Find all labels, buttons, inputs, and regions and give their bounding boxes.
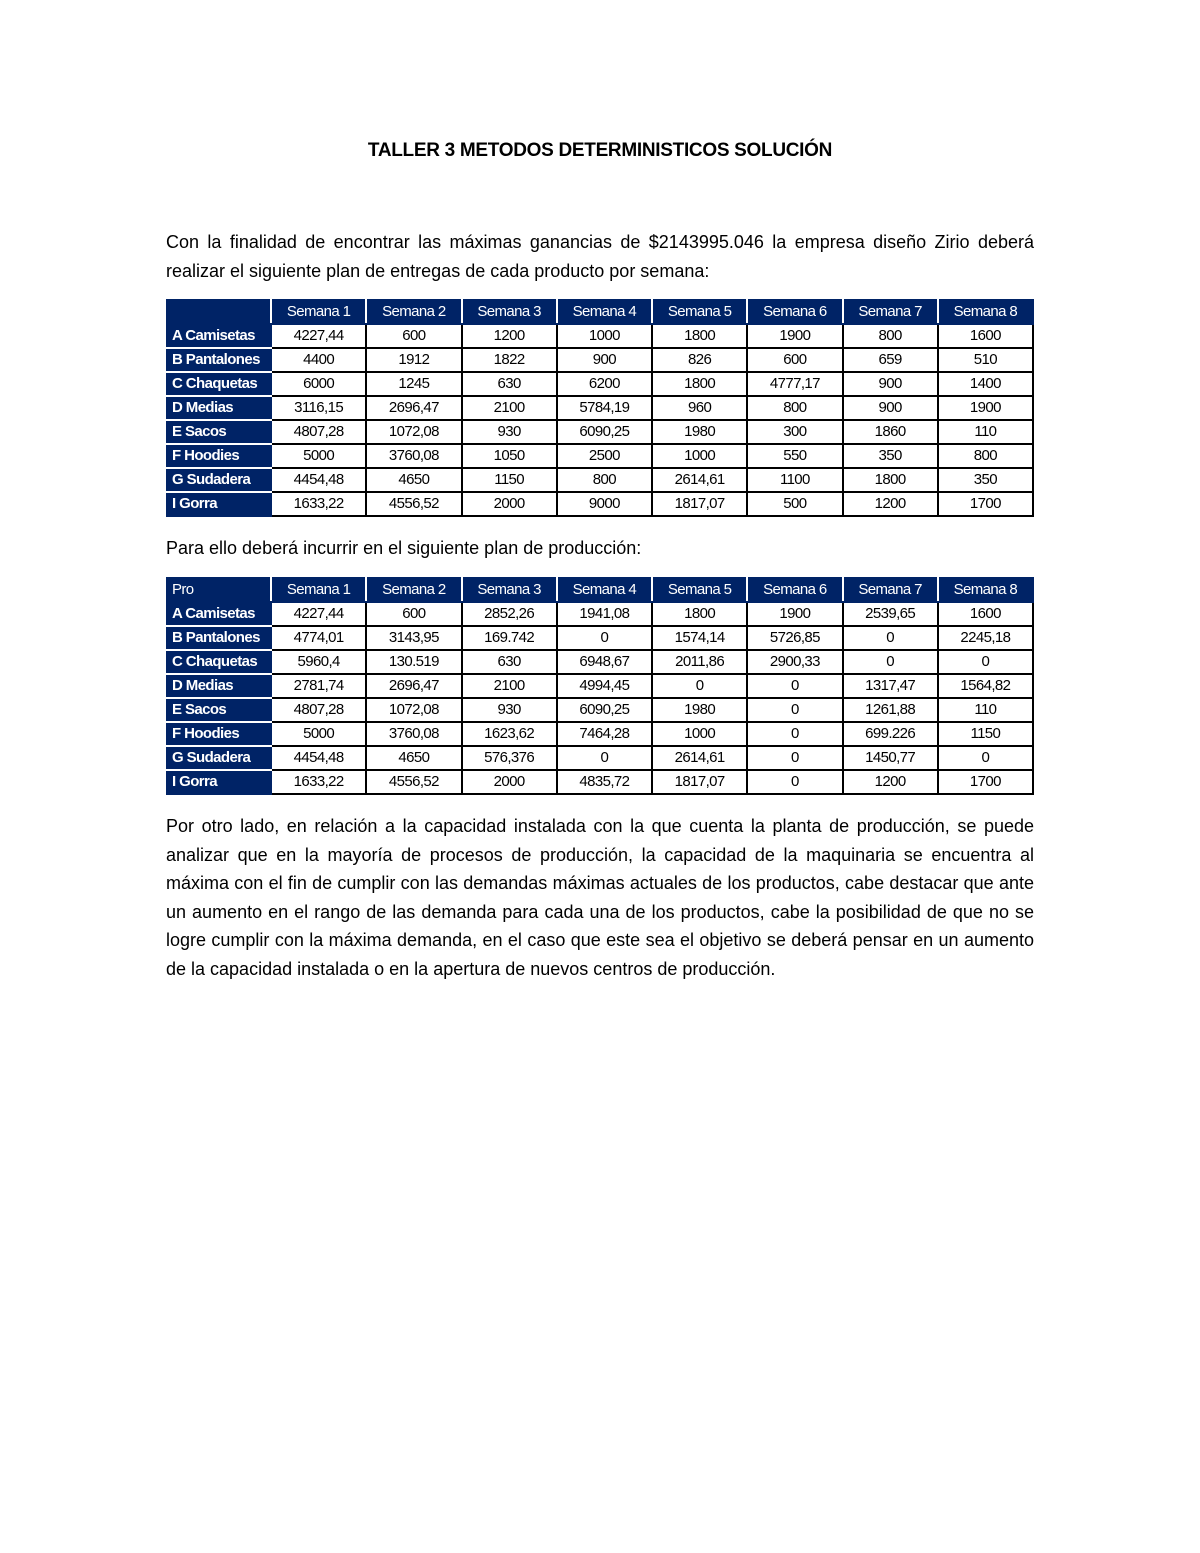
row-label: F Hoodies (167, 722, 271, 746)
table-cell: 699.226 (843, 722, 938, 746)
table-cell: 659 (843, 348, 938, 372)
table-cell: 1700 (938, 770, 1033, 794)
table-cell: 1980 (652, 420, 747, 444)
row-label: D Medias (167, 396, 271, 420)
table-cell: 3143,95 (366, 626, 461, 650)
table-cell: 2011,86 (652, 650, 747, 674)
table-cell: 826 (652, 348, 747, 372)
table-cell: 4650 (366, 746, 461, 770)
table-cell: 6090,25 (557, 420, 652, 444)
table-cell: 3116,15 (271, 396, 366, 420)
row-label: B Pantalones (167, 348, 271, 372)
table-cell: 550 (747, 444, 842, 468)
table-cell: 600 (366, 602, 461, 626)
table-cell: 1150 (938, 722, 1033, 746)
table-cell: 1072,08 (366, 698, 461, 722)
table-cell: 800 (843, 324, 938, 348)
table-cell: 110 (938, 420, 1033, 444)
table-cell: 1150 (462, 468, 557, 492)
table-cell: 1200 (843, 492, 938, 516)
intro-paragraph: Con la finalidad de encontrar las máximas ganancias de $2143995.046 la empresa diseño Zirio deberá realizar el siguiente plan de entregas de cada producto por semana: (166, 232, 1034, 281)
table-cell: 169.742 (462, 626, 557, 650)
table-cell: 1000 (652, 722, 747, 746)
row-label: E Sacos (167, 420, 271, 444)
table-cell: 5784,19 (557, 396, 652, 420)
row-label: C Chaquetas (167, 372, 271, 396)
table-cell: 1574,14 (652, 626, 747, 650)
table-cell: 2614,61 (652, 468, 747, 492)
row-label: E Sacos (167, 698, 271, 722)
table-cell: 1050 (462, 444, 557, 468)
column-header: Semana 5 (652, 578, 747, 602)
table-cell: 6200 (557, 372, 652, 396)
table-cell: 0 (938, 650, 1033, 674)
table-cell: 0 (747, 722, 842, 746)
table-cell: 2500 (557, 444, 652, 468)
table-row (167, 468, 1033, 492)
table-cell: 350 (843, 444, 938, 468)
table-cell: 1822 (462, 348, 557, 372)
table-cell: 900 (557, 348, 652, 372)
table-row (167, 444, 1033, 468)
table-cell: 4835,72 (557, 770, 652, 794)
table-cell: 3760,08 (366, 444, 461, 468)
row-label: F Hoodies (167, 444, 271, 468)
table-cell: 2696,47 (366, 674, 461, 698)
table-cell: 1600 (938, 602, 1033, 626)
table-cell: 4807,28 (271, 698, 366, 722)
table-corner-cell (167, 300, 271, 324)
table-cell: 1800 (652, 324, 747, 348)
table-cell: 4227,44 (271, 602, 366, 626)
table-cell: 4454,48 (271, 468, 366, 492)
table-cell: 900 (843, 372, 938, 396)
table-cell: 0 (747, 770, 842, 794)
table-cell: 1400 (938, 372, 1033, 396)
table-cell: 800 (747, 396, 842, 420)
table-cell: 0 (557, 746, 652, 770)
table-cell: 110 (938, 698, 1033, 722)
table-cell: 350 (938, 468, 1033, 492)
table-cell: 2696,47 (366, 396, 461, 420)
table-cell: 5726,85 (747, 626, 842, 650)
table-cell: 5000 (271, 722, 366, 746)
table-row (167, 396, 1033, 420)
table-cell: 9000 (557, 492, 652, 516)
table-row (167, 674, 1033, 698)
table-cell: 1980 (652, 698, 747, 722)
table-cell: 1912 (366, 348, 461, 372)
column-header: Semana 3 (462, 578, 557, 602)
table-cell: 960 (652, 396, 747, 420)
table-cell: 1900 (747, 324, 842, 348)
table-row (167, 722, 1033, 746)
table-cell: 2539,65 (843, 602, 938, 626)
table-cell: 5960,4 (271, 650, 366, 674)
column-header: Semana 1 (271, 300, 366, 324)
table-cell: 1633,22 (271, 770, 366, 794)
table-cell: 1800 (652, 372, 747, 396)
table-cell: 800 (557, 468, 652, 492)
column-header: Semana 4 (557, 300, 652, 324)
table-cell: 1900 (938, 396, 1033, 420)
table-cell: 1700 (938, 492, 1033, 516)
row-label: A Camisetas (167, 324, 271, 348)
column-header: Semana 4 (557, 578, 652, 602)
table-cell: 2100 (462, 674, 557, 698)
table-cell: 2000 (462, 492, 557, 516)
table-cell: 510 (938, 348, 1033, 372)
table-cell: 1564,82 (938, 674, 1033, 698)
table-cell: 800 (938, 444, 1033, 468)
table-row (167, 650, 1033, 674)
table-cell: 0 (843, 650, 938, 674)
column-header: Semana 8 (938, 578, 1033, 602)
table-cell: 6090,25 (557, 698, 652, 722)
row-label: B Pantalones (167, 626, 271, 650)
table-cell: 930 (462, 698, 557, 722)
table-cell: 1072,08 (366, 420, 461, 444)
table-cell: 2614,61 (652, 746, 747, 770)
table-cell: 576,376 (462, 746, 557, 770)
table-cell: 630 (462, 372, 557, 396)
table-cell: 600 (747, 348, 842, 372)
table-cell: 2900,33 (747, 650, 842, 674)
table-cell: 1000 (557, 324, 652, 348)
table-cell: 4400 (271, 348, 366, 372)
table-cell: 0 (557, 626, 652, 650)
table-row (167, 698, 1033, 722)
table-cell: 2100 (462, 396, 557, 420)
table-cell: 0 (938, 746, 1033, 770)
table-cell: 1941,08 (557, 602, 652, 626)
table-cell: 2852,26 (462, 602, 557, 626)
delivery-plan-table (166, 299, 1034, 517)
table-cell: 4774,01 (271, 626, 366, 650)
table-cell: 4227,44 (271, 324, 366, 348)
table-row (167, 348, 1033, 372)
table-cell: 1623,62 (462, 722, 557, 746)
table-cell: 1450,77 (843, 746, 938, 770)
table-cell: 1100 (747, 468, 842, 492)
row-label: A Camisetas (167, 602, 271, 626)
table-cell: 630 (462, 650, 557, 674)
table-cell: 2000 (462, 770, 557, 794)
column-header: Semana 1 (271, 578, 366, 602)
table-cell: 300 (747, 420, 842, 444)
row-label: I Gorra (167, 492, 271, 516)
table-cell: 130.519 (366, 650, 461, 674)
table-cell: 3760,08 (366, 722, 461, 746)
table-cell: 2245,18 (938, 626, 1033, 650)
table-cell: 1000 (652, 444, 747, 468)
table-cell: 4994,45 (557, 674, 652, 698)
table-cell: 1200 (843, 770, 938, 794)
table-cell: 1800 (843, 468, 938, 492)
table-cell: 5000 (271, 444, 366, 468)
row-label: D Medias (167, 674, 271, 698)
table-cell: 0 (747, 674, 842, 698)
table-cell: 4454,48 (271, 746, 366, 770)
column-header: Semana 2 (366, 300, 461, 324)
production-intro-paragraph: Para ello deberá incurrir en el siguiente plan de producción: (166, 538, 642, 558)
table-row (167, 746, 1033, 770)
table-cell: 4556,52 (366, 770, 461, 794)
table-row (167, 492, 1033, 516)
table-row (167, 770, 1033, 794)
table-cell: 1600 (938, 324, 1033, 348)
table-cell: 1261,88 (843, 698, 938, 722)
column-header: Semana 2 (366, 578, 461, 602)
production-plan-table (166, 577, 1034, 795)
table-cell: 1633,22 (271, 492, 366, 516)
table-cell: 6948,67 (557, 650, 652, 674)
table-cell: 1317,47 (843, 674, 938, 698)
table-row (167, 626, 1033, 650)
row-label: I Gorra (167, 770, 271, 794)
table-cell: 1817,07 (652, 492, 747, 516)
table-cell: 930 (462, 420, 557, 444)
table-cell: 6000 (271, 372, 366, 396)
table-row (167, 324, 1033, 348)
row-label: C Chaquetas (167, 650, 271, 674)
table-cell: 4650 (366, 468, 461, 492)
table-cell: 600 (366, 324, 461, 348)
table-cell: 4807,28 (271, 420, 366, 444)
table-cell: 2781,74 (271, 674, 366, 698)
column-header: Semana 3 (462, 300, 557, 324)
table-cell: 0 (652, 674, 747, 698)
column-header: Semana 8 (938, 300, 1033, 324)
document-title: TALLER 3 METODOS DETERMINISTICOS SOLUCIÓN (367, 140, 833, 161)
table-cell: 0 (747, 698, 842, 722)
table-corner-cell: Pro (167, 578, 271, 602)
table-cell: 1817,07 (652, 770, 747, 794)
table-row (167, 602, 1033, 626)
table-cell: 900 (843, 396, 938, 420)
column-header: Semana 6 (747, 300, 842, 324)
table-cell: 4556,52 (366, 492, 461, 516)
column-header: Semana 6 (747, 578, 842, 602)
column-header: Semana 7 (843, 300, 938, 324)
conclusion-paragraph: Por otro lado, en relación a la capacidad instalada con la que cuenta la planta de producción, se puede analizar que en la mayoría de procesos de producción, la capacidad de la maquinaria se encuentra al máxima con el fin de cumplir con las demandas máximas actuales de los productos, cabe destacar que ante un aumento en el rango de las demanda para cada una de los productos, cabe la posibilidad de que no se logre cumplir con la máxima demanda, en el caso que este sea el objetivo se deberá pensar en un aumento de la capacidad instalada o en la apertura de nuevos centros de producción. (166, 816, 1034, 979)
table-cell: 1800 (652, 602, 747, 626)
table-cell: 7464,28 (557, 722, 652, 746)
table-cell: 0 (747, 746, 842, 770)
column-header: Semana 5 (652, 300, 747, 324)
table-header-row (167, 300, 1033, 324)
table-cell: 1200 (462, 324, 557, 348)
row-label: G Sudadera (167, 468, 271, 492)
table-row (167, 372, 1033, 396)
table-cell: 1245 (366, 372, 461, 396)
column-header: Semana 7 (843, 578, 938, 602)
row-label: G Sudadera (167, 746, 271, 770)
table-row (167, 420, 1033, 444)
table-header-row (167, 578, 1033, 602)
table-cell: 500 (747, 492, 842, 516)
table-cell: 4777,17 (747, 372, 842, 396)
table-cell: 1900 (747, 602, 842, 626)
table-cell: 1860 (843, 420, 938, 444)
table-cell: 0 (843, 626, 938, 650)
